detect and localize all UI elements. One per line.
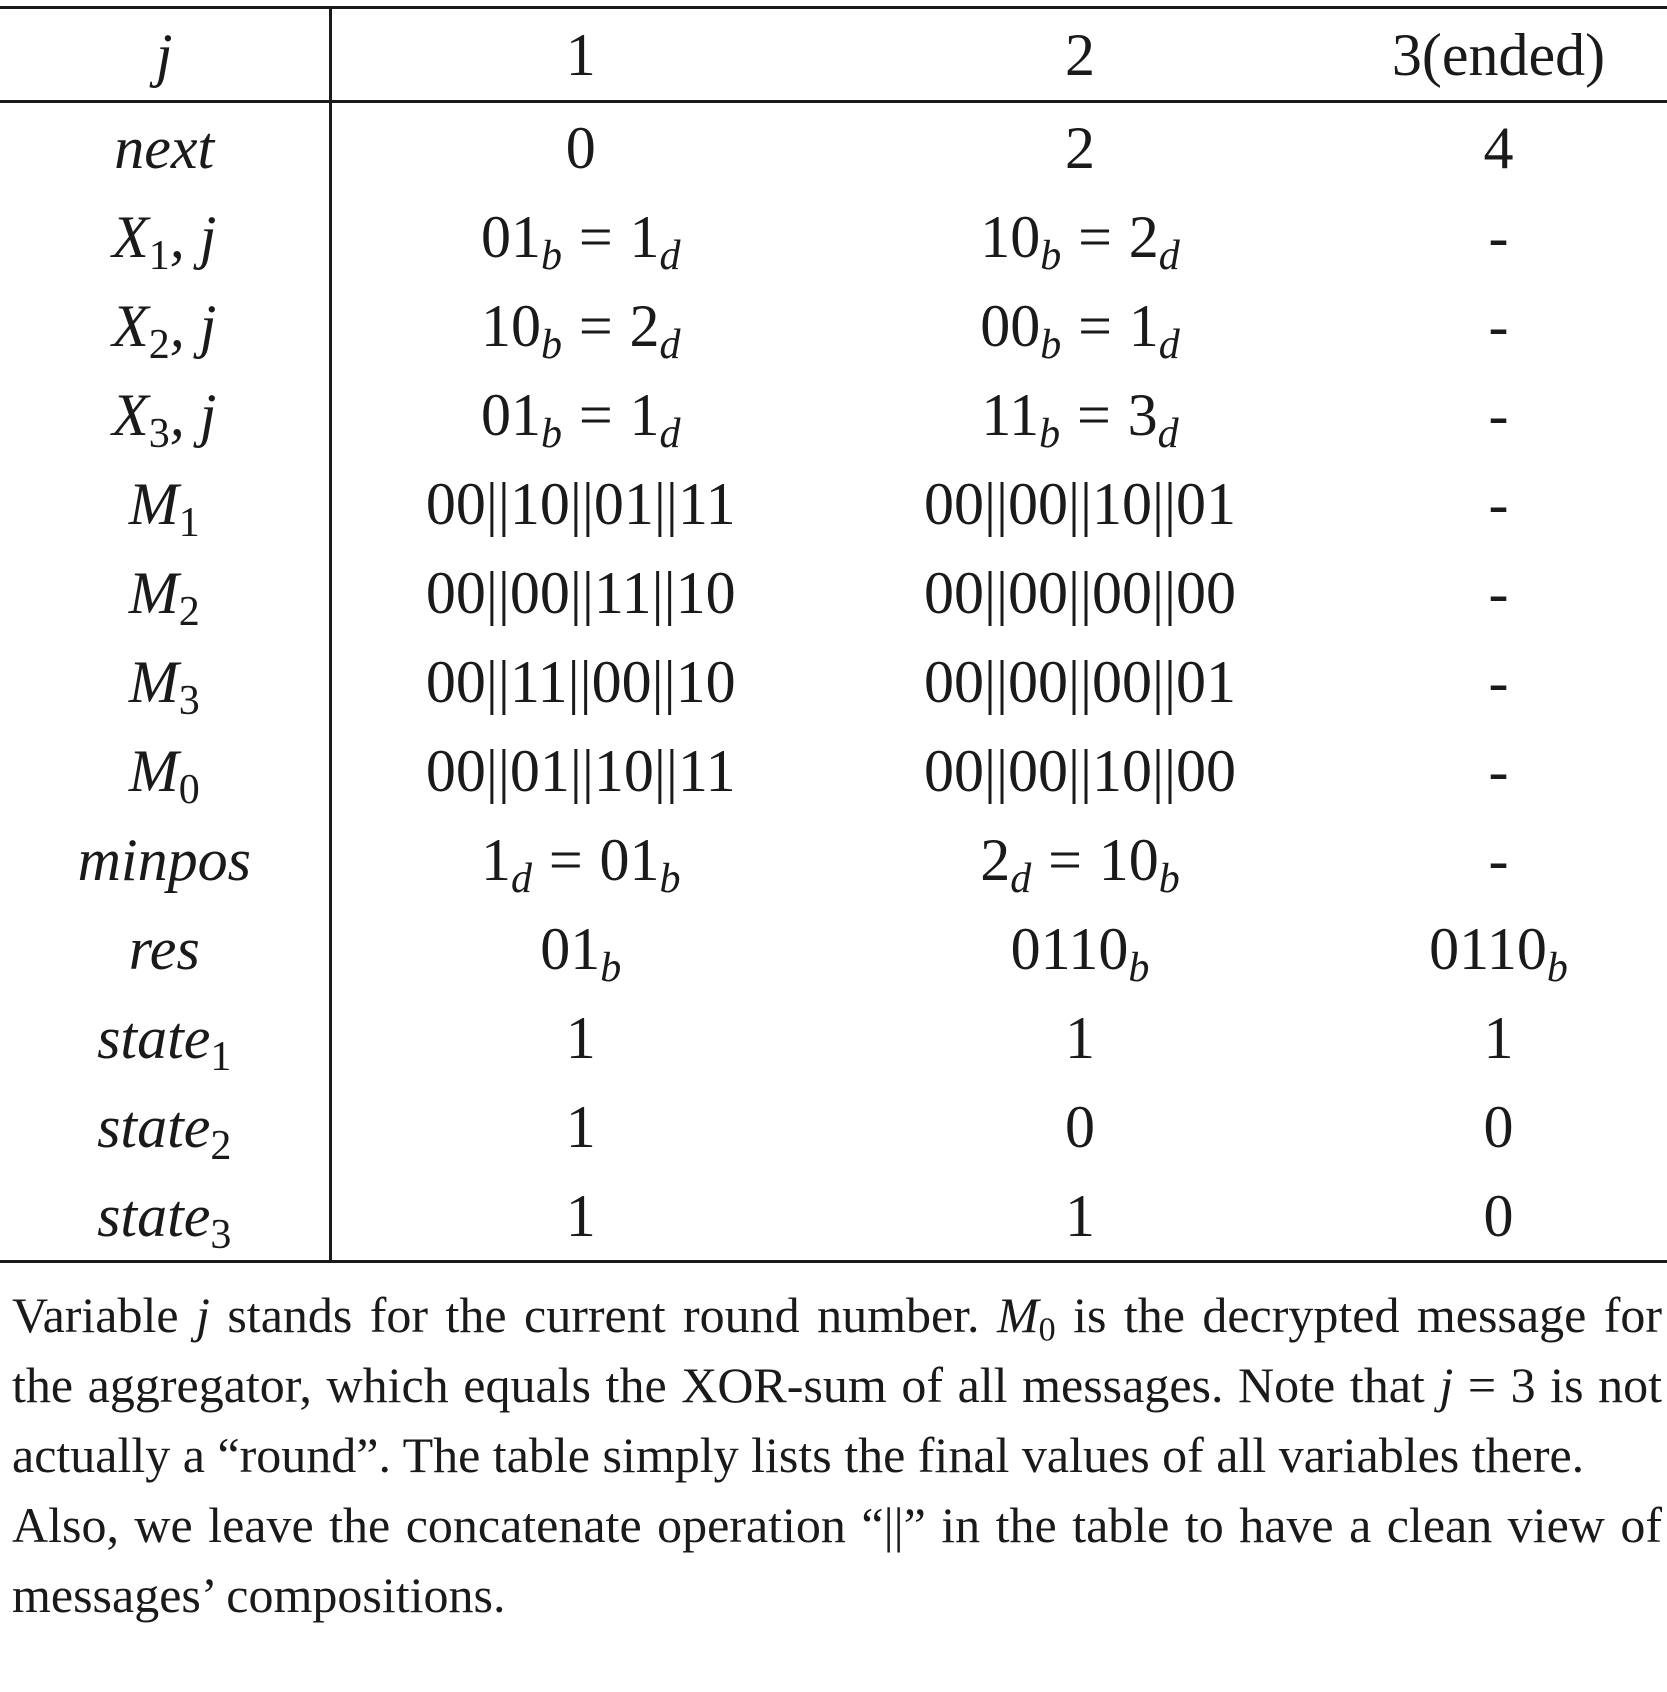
table-cell [330,548,830,637]
table-cell [1330,459,1667,548]
table-cell [830,904,1330,993]
row-label-subscript: 1 [148,232,170,279]
table-cell [330,281,830,370]
cell-value: 2 [1065,114,1095,181]
table-row [0,726,1667,815]
cell-lhs-base-subscript: b [541,410,563,457]
row-label-suffix: , j [169,381,217,448]
cell-lhs-value: 2 [980,826,1011,893]
table-cell [330,192,830,281]
table-row [0,904,1667,993]
cell-value: 1 [1065,1004,1095,1071]
cell-value: 1 [565,1093,596,1160]
cell-value: 1 [1483,1004,1514,1071]
caption-variable-j: j [1439,1357,1454,1413]
table-cell [1330,637,1667,726]
equals-sign: = [548,826,583,893]
round-table-container [0,6,1667,1263]
row-label [0,726,330,815]
table-cell [1330,815,1667,904]
table-cell [1330,726,1667,815]
cell-value-subscript: b [1128,944,1150,991]
cell-rhs-base-subscript: d [1158,321,1180,368]
equals-sign: = [1078,292,1112,359]
cell-rhs-base-subscript: b [1158,855,1180,902]
table-row [0,637,1667,726]
table-row [0,102,1667,193]
cell-lhs-base-subscript: b [541,321,563,368]
table-cell [830,548,1330,637]
cell-value: - [1488,737,1509,804]
table-row [0,370,1667,459]
table-caption [12,1280,1662,1630]
table-row [0,192,1667,281]
row-label-base: res [128,915,200,982]
row-label-base: M [128,559,179,626]
table-cell [1330,370,1667,459]
table-cell [830,637,1330,726]
table-cell [1330,1082,1667,1171]
cell-rhs-base-subscript: d [659,232,681,279]
cell-value: 0 [1483,1093,1514,1160]
caption-text: is the decrypted message for the aggregator, which equals the XOR-sum of all messages. Note that [12,1287,1663,1413]
table-row [0,993,1667,1082]
cell-value: - [1488,292,1509,359]
table-cell [830,726,1330,815]
cell-value: 00||00||10||01 [923,470,1237,537]
row-label-suffix: , j [169,203,217,270]
cell-value: - [1488,470,1509,537]
cell-rhs-base-subscript: d [1157,410,1179,457]
equals-sign: = [1048,826,1082,893]
table-cell [830,815,1330,904]
row-label [0,1171,330,1262]
table-cell [1330,192,1667,281]
table-cell [830,281,1330,370]
table-cell [330,459,830,548]
cell-value: 4 [1483,114,1514,181]
cell-value: - [1488,203,1509,270]
row-label-base: next [114,114,215,181]
table-cell [830,192,1330,281]
caption-text: stands for the current round number. [209,1287,997,1343]
table-cell [330,1171,830,1262]
cell-value: 00||10||01||11 [425,470,736,537]
equals-sign: = [578,381,613,448]
table-row [0,815,1667,904]
row-label-base: X [112,203,149,270]
cell-lhs-base-subscript: b [541,232,563,279]
row-label-subscript: 2 [148,321,170,368]
caption-variable-j: j [196,1287,210,1343]
row-label-base: M [128,470,179,537]
cell-rhs-value: 2 [629,292,660,359]
cell-lhs-base-subscript: d [1010,855,1032,902]
cell-value: 0 [1483,1182,1514,1249]
cell-lhs-value: 00 [980,292,1041,359]
row-label-base: X [112,381,149,448]
row-label-base: M [128,648,179,715]
cell-value: 0 [565,114,596,181]
cell-value: 00||00||00||00 [923,559,1237,626]
equals-sign: = [1076,381,1111,448]
cell-rhs-value: 10 [1098,826,1159,893]
cell-value-subscript: b [600,944,622,991]
cell-rhs-value: 2 [1128,203,1159,270]
cell-lhs-value: 11 [981,381,1040,448]
cell-value: 00||11||00||10 [425,648,736,715]
table-cell [830,370,1330,459]
cell-lhs-value: 10 [481,292,542,359]
cell-lhs-value: 01 [481,203,542,270]
cell-value: - [1488,381,1509,448]
cell-rhs-value: 3 [1127,381,1158,448]
row-label-suffix: , j [169,292,217,359]
cell-rhs-base-subscript: d [659,410,681,457]
row-label [0,993,330,1082]
table-cell [330,726,830,815]
row-label [0,1082,330,1171]
cell-lhs-value: 10 [980,203,1041,270]
cell-lhs-value: 1 [481,826,512,893]
table-row [0,1171,1667,1262]
row-label-base: state [97,1182,211,1249]
cell-rhs-base-subscript: d [1158,232,1180,279]
table-cell [330,102,830,193]
table-body [0,8,1667,1262]
cell-lhs-base-subscript: b [1040,232,1062,279]
header-round-2: 2 [830,8,1330,102]
header-round-3-ended: 3(ended) [1330,8,1667,102]
header-round-1: 1 [330,8,830,102]
table-cell [830,1171,1330,1262]
row-label-base: X [112,292,149,359]
row-label [0,192,330,281]
cell-lhs-base-subscript: b [1040,321,1062,368]
round-variables-table [0,6,1667,1263]
table-row [0,548,1667,637]
cell-value: 1 [565,1182,596,1249]
caption-text: = 3 is not actually a “round”. The table simply lists the final values of all variables there. [12,1357,1662,1483]
table-cell [1330,1171,1667,1262]
table-cell [1330,904,1667,993]
row-label-subscript: 2 [210,1122,232,1169]
cell-lhs-base-subscript: d [511,855,533,902]
caption-variable-m-subscript: 0 [1038,1311,1056,1349]
cell-value: 0110 [1429,915,1547,982]
caption-paragraph-1 [12,1280,1662,1490]
cell-rhs-base-subscript: b [659,855,681,902]
cell-value: 00||00||10||00 [923,737,1237,804]
row-label-subscript: 3 [148,410,170,457]
cell-value: 01 [540,915,601,982]
row-label-base: minpos [77,826,251,893]
row-label-subscript: 0 [178,766,200,813]
row-label-subscript: 3 [210,1211,232,1258]
row-label-base: state [97,1093,211,1160]
table-row [0,459,1667,548]
row-label [0,459,330,548]
cell-lhs-value: 01 [481,381,542,448]
table-cell [330,815,830,904]
table-cell [1330,281,1667,370]
cell-rhs-value: 1 [1128,292,1159,359]
row-label-subscript: 1 [210,1033,232,1080]
cell-rhs-value: 01 [599,826,660,893]
table-header-row [0,8,1667,102]
row-label [0,370,330,459]
cell-value-subscript: b [1546,944,1568,991]
cell-value: 1 [1065,1182,1095,1249]
table-cell [1330,102,1667,193]
table-cell [830,102,1330,193]
cell-rhs-base-subscript: d [659,321,681,368]
row-label-base: M [128,737,179,804]
row-label [0,815,330,904]
table-cell [1330,993,1667,1082]
cell-value: 0110 [1010,915,1129,982]
row-label [0,904,330,993]
cell-value: - [1488,648,1509,715]
table-cell [330,637,830,726]
table-cell [830,993,1330,1082]
row-label-subscript: 1 [178,499,200,546]
cell-value: 1 [565,1004,596,1071]
table-row [0,281,1667,370]
caption-variable-m: M [996,1287,1039,1343]
cell-value: - [1488,826,1509,893]
table-cell [330,1082,830,1171]
row-label [0,102,330,193]
table-cell [330,993,830,1082]
cell-value: 00||01||10||11 [425,737,736,804]
table-cell [830,459,1330,548]
equals-sign: = [578,292,613,359]
row-label [0,281,330,370]
row-label-subscript: 2 [178,588,200,635]
table-cell [830,1082,1330,1171]
cell-value: - [1488,559,1509,626]
row-label [0,548,330,637]
caption-paragraph-2: Also, we leave the concatenate operation “||” in the table to have a clean view of messages’ compositions. [12,1497,1662,1623]
table-cell [1330,548,1667,637]
cell-value: 0 [1065,1093,1095,1160]
table-row [0,1082,1667,1171]
caption-text: Variable [12,1287,197,1343]
header-label-j: j [0,8,330,102]
row-label [0,637,330,726]
cell-rhs-value: 1 [629,203,660,270]
table-cell [330,904,830,993]
row-label-subscript: 3 [178,677,200,724]
cell-lhs-base-subscript: b [1039,410,1061,457]
equals-sign: = [578,203,613,270]
table-cell [330,370,830,459]
cell-value: 00||00||11||10 [425,559,736,626]
cell-rhs-value: 1 [629,381,660,448]
row-label-base: state [97,1004,211,1071]
equals-sign: = [1078,203,1112,270]
cell-value: 00||00||00||01 [923,648,1237,715]
